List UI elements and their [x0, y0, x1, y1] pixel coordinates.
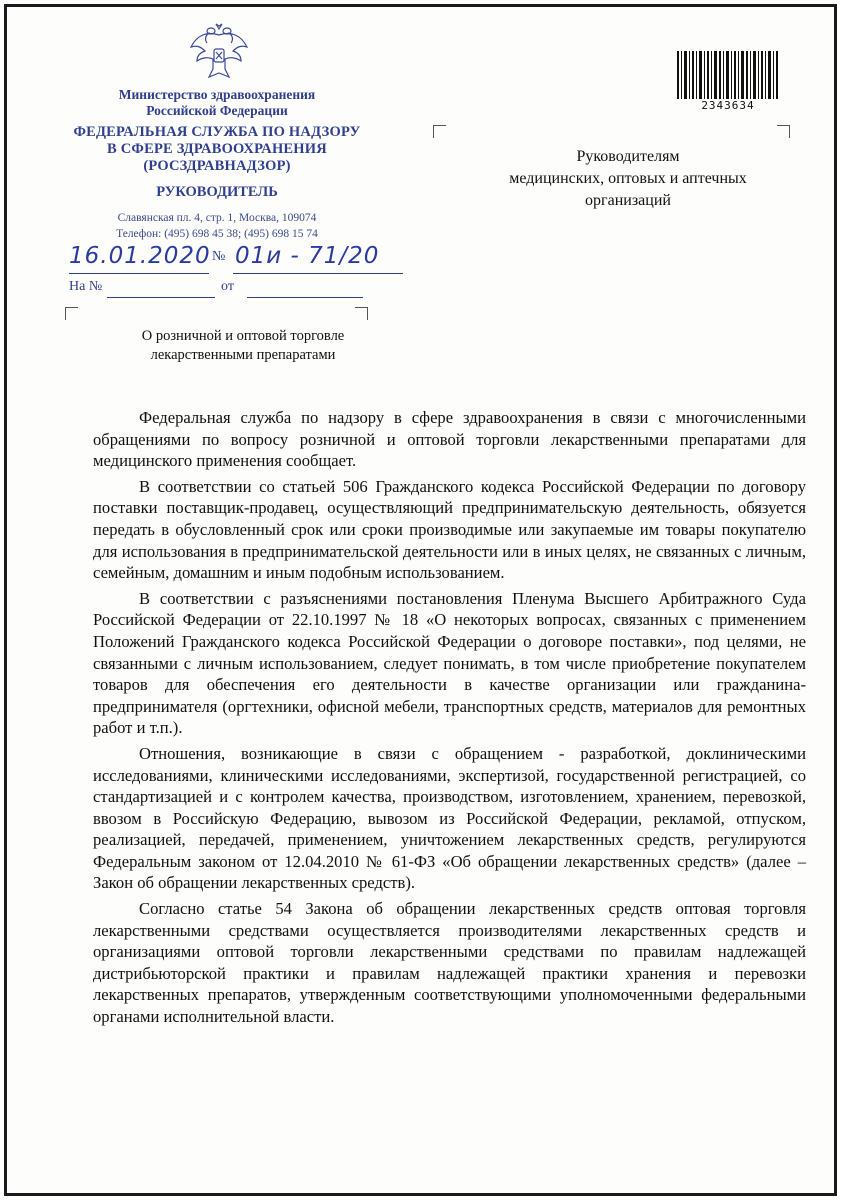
subject-line2: лекарственными препаратами: [150, 347, 336, 363]
addressee-line2: медицинских, оптовых и аптечных: [509, 170, 747, 187]
addressee-line3: организаций: [585, 192, 671, 209]
service-line1: ФЕДЕРАЛЬНАЯ СЛУЖБА ПО НАДЗОРУ: [73, 124, 361, 140]
address-block: [47, 210, 387, 242]
service-line2: В СФЕРЕ ЗДРАВООХРАНЕНИЯ: [107, 141, 327, 157]
barcode-number: 2343634: [701, 99, 755, 112]
postal-address: Славянская пл. 4, стр. 1, Москва, 109074: [117, 212, 317, 224]
na-label: На №: [69, 279, 103, 294]
head-title: РУКОВОДИТЕЛЬ: [156, 184, 278, 200]
ot-row: [221, 279, 234, 295]
handwritten-date: 16.01.2020: [69, 243, 211, 269]
ministry-name: [47, 87, 387, 119]
number-underline: [233, 273, 403, 274]
service-name: [47, 124, 387, 175]
paragraph-1: Федеральная служба по надзору в сфере здравоохранения в связи с многочисленными обращениями по вопросу розничной и оптовой торговли лекарственными препаратами для медицинского применения сообщает.: [93, 408, 806, 471]
service-line3: (РОСЗДРАВНАДЗОР): [143, 158, 291, 174]
number-sign: №: [212, 249, 226, 264]
paragraph-2: В соответствии со статьей 506 Гражданского кодекса Российской Федерации по договору поставки поставщик-продавец, осуществляющий предпринимательскую деятельность, обязуется передать в обусловленный срок или сроки производимые или закупаемые им товары покупателю для использования в предпринимательской деятельности или в иных целях, не связанных с личным, семейным, домашним и иным подобным использованием.: [93, 476, 806, 583]
addressee-bracket-left: [433, 125, 446, 138]
addressee-line1: Руководителям: [576, 148, 680, 165]
subject: [103, 327, 383, 365]
phone-numbers: Телефон: (495) 698 45 38; (495) 698 15 74: [116, 228, 318, 240]
document-page: [4, 4, 837, 1196]
ot-line: [247, 297, 363, 298]
ministry-line1: Министерство здравоохранения: [118, 87, 316, 102]
reference-row: [69, 279, 102, 295]
subject-bracket-right: [355, 307, 368, 320]
letter-body: [93, 407, 806, 1028]
subject-line1: О розничной и оптовой торговле: [141, 328, 345, 344]
barcode-icon: [677, 51, 779, 99]
ot-label: от: [221, 279, 234, 294]
addressee: [469, 146, 787, 212]
ministry-line2: Российской Федерации: [146, 103, 288, 118]
subject-bracket-left: [65, 307, 78, 320]
paragraph-3: В соответствии с разъяснениями постановления Пленума Высшего Арбитражного Суда Российской Федерации от 22.10.1997 № 18 «О некоторых вопросах, связанных с применением Положений Гражданского кодекса Российской Федерации о договоре поставки», под целями, не связанными с личным использованием, следует понимать, в том числе приобретение покупателем товаров для обеспечения его деятельности в качестве организации или гражданина-предпринимателя (оргтехники, офисной мебели, транспортных средств, материалов для ремонтных работ и т.п.).: [93, 588, 806, 738]
na-line: [107, 297, 215, 298]
date-underline: [69, 273, 209, 274]
paragraph-5: Согласно статье 54 Закона об обращении лекарственных средств оптовая торговля лекарственными средствами осуществляется производителями лекарственных средств и организациями оптовой торговли лекарственными средствами по правилам надлежащей дистрибьюторской практики и правилам надлежащей практики хранения и перевозки лекарственных препаратов, утвержденным соответствующими уполномоченными федеральными органами исполнительной власти.: [93, 899, 806, 1027]
russian-coat-of-arms-icon: [187, 21, 251, 83]
addressee-bracket-right: [777, 125, 790, 138]
paragraph-4: Отношения, возникающие в связи с обращением - разработкой, доклиническими исследованиями, клиническими исследованиями, экспертизой, государственной регистрацией, со стандартизацией и с контролем качества, производством, изготовлением, хранением, перевозкой, ввозом в Российскую Федерацию, вывозом из Российской Федерации, рекламой, отпуском, реализацией, передачей, применением, уничтожением лекарственных средств, регулируются Федеральным законом от 12.04.2010 № 61-ФЗ «Об обращении лекарственных средств» (далее – Закон об обращении лекарственных средств).: [93, 743, 806, 893]
handwritten-number: 01и - 71/20: [235, 243, 380, 269]
